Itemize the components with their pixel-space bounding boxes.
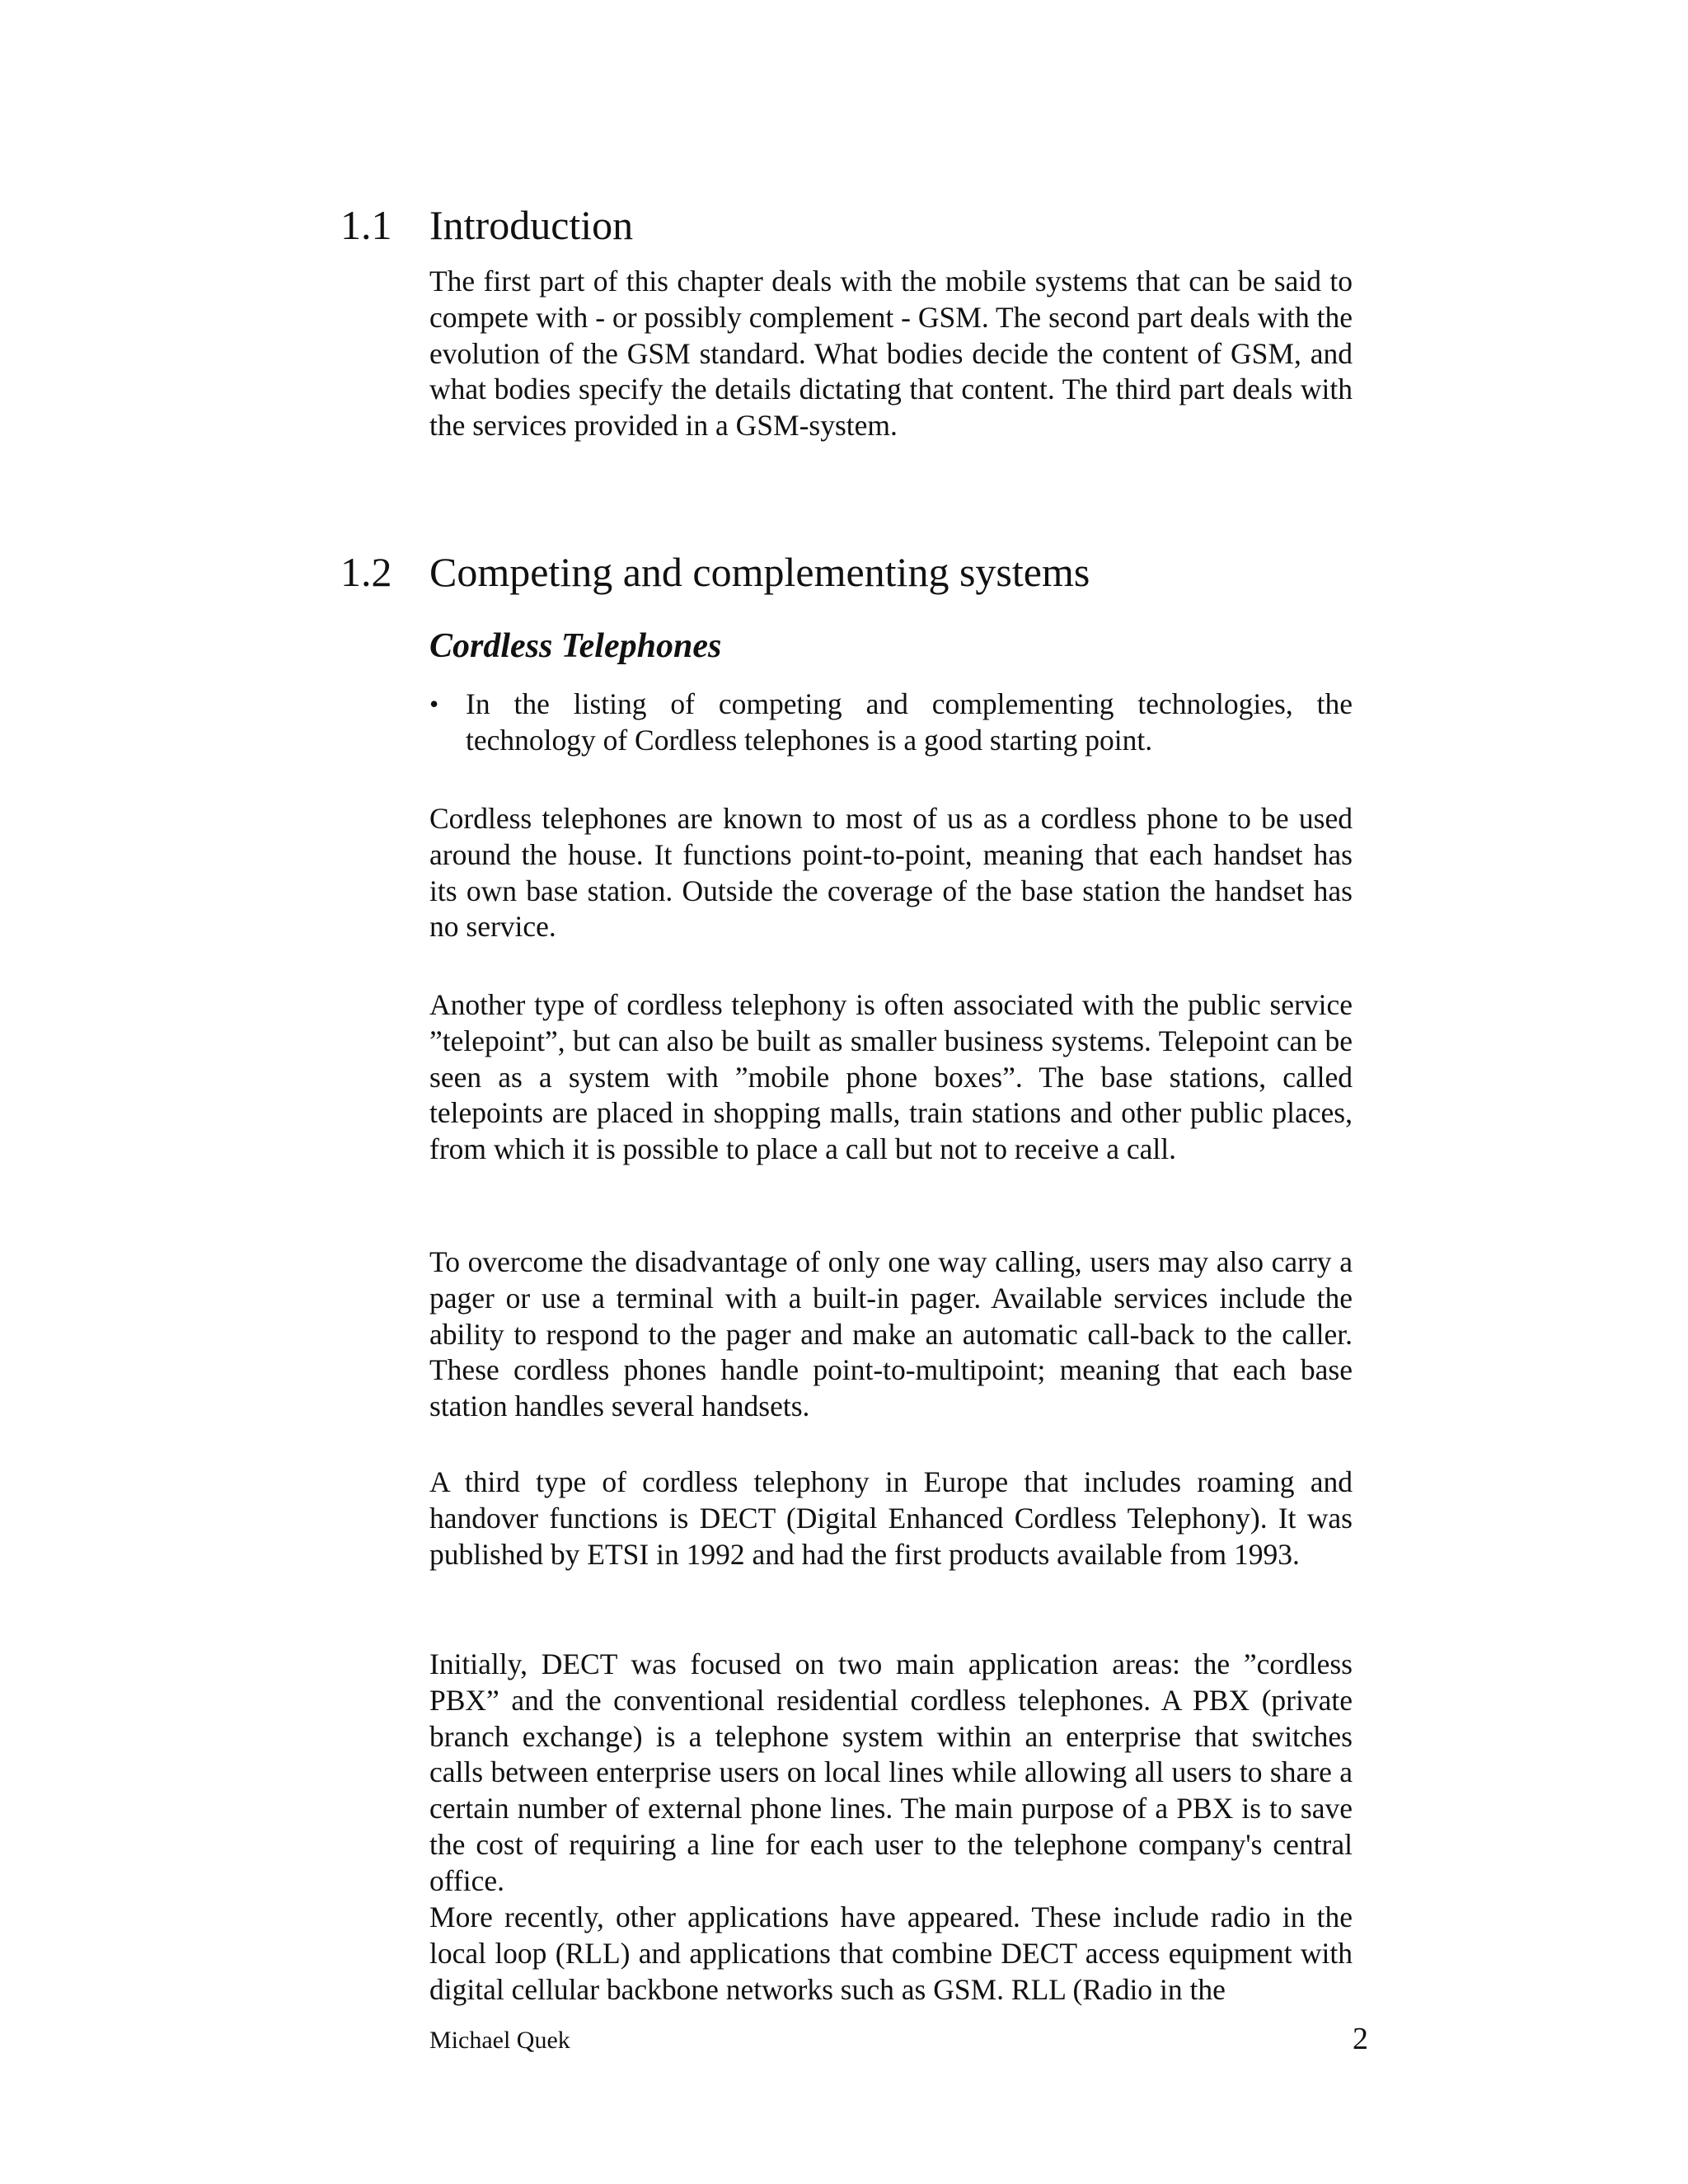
section-number: 1.2 [340,549,392,595]
page-number: 2 [1353,2022,1368,2056]
bullet-text: In the listing of competing and complementing technologies, the technology of Cordless telephones is a good starting point. [466,687,1353,757]
intro-paragraph: The first part of this chapter deals with the mobile systems that can be said to compete with - or possibly complement - GSM. The second part deals with the evolution of the GSM standard. What bodies decide the content of GSM, and what bodies specify the details dictating that content. The third part deals with the services provided in a GSM-system. [429,265,1353,443]
footer-author: Michael Quek [429,2027,570,2054]
section-title: Competing and complementing systems [429,549,1090,595]
section-title: Introduction [429,202,634,248]
paragraph-recent-applications: More recently, other applications have appeared. These include radio in the local loop (RLL) and applications that combine DECT access equipment with digital cellular backbone networks such as GSM. RLL (Radio in the [429,1900,1353,2006]
paragraph-dect: A third type of cordless telephony in Europe that includes roaming and handover functions is DECT (Digital Enhanced Cordless Telephony). It was published by ETSI in 1992 and had the first products available from 1993. [429,1465,1353,1571]
subheading-cordless-telephones: Cordless Telephones [429,627,722,665]
paragraph-dect-applications: Initially, DECT was focused on two main application areas: the ”cordless PBX” and the conventional residential cordless telephones. A PBX (private branch exchange) is a telephone system within an enterprise that switches calls between enterprise users on local lines while allowing all users to share a certain number of external phone lines. The main purpose of a PBX is to save the cost of requiring a line for each user to the telephone company's central office. [429,1647,1353,1897]
paragraph-cordless-intro: Cordless telephones are known to most of us as a cordless phone to be used around the house. It functions point-to-point, meaning that each handset has its own base station. Outside the coverage of the base station the handset has no service. [429,802,1353,944]
section-heading-introduction [340,200,1412,250]
paragraph-telepoint: Another type of cordless telephony is often associated with the public service ”telepoint”, but can also be built as smaller business systems. Telepoint can be seen as a system with ”mobile phone boxes”. The base stations, called telepoints are placed in shopping malls, train stations and other public places, from which it is possible to place a call but not to receive a call. [429,988,1353,1166]
paragraph-one-way-calling: To overcome the disadvantage of only one way calling, users may also carry a pager or use a terminal with a built-in pager. Available services include the ability to respond to the pager and make an automatic call-back to the caller. These cordless phones handle point-to-multipoint; meaning that each base station handles several handsets. [429,1245,1353,1423]
bullet-list [429,687,1353,759]
section-heading-competing-systems [340,547,1412,597]
bullet-icon: • [429,689,439,719]
list-item [429,687,1353,759]
section-number: 1.1 [340,202,392,248]
